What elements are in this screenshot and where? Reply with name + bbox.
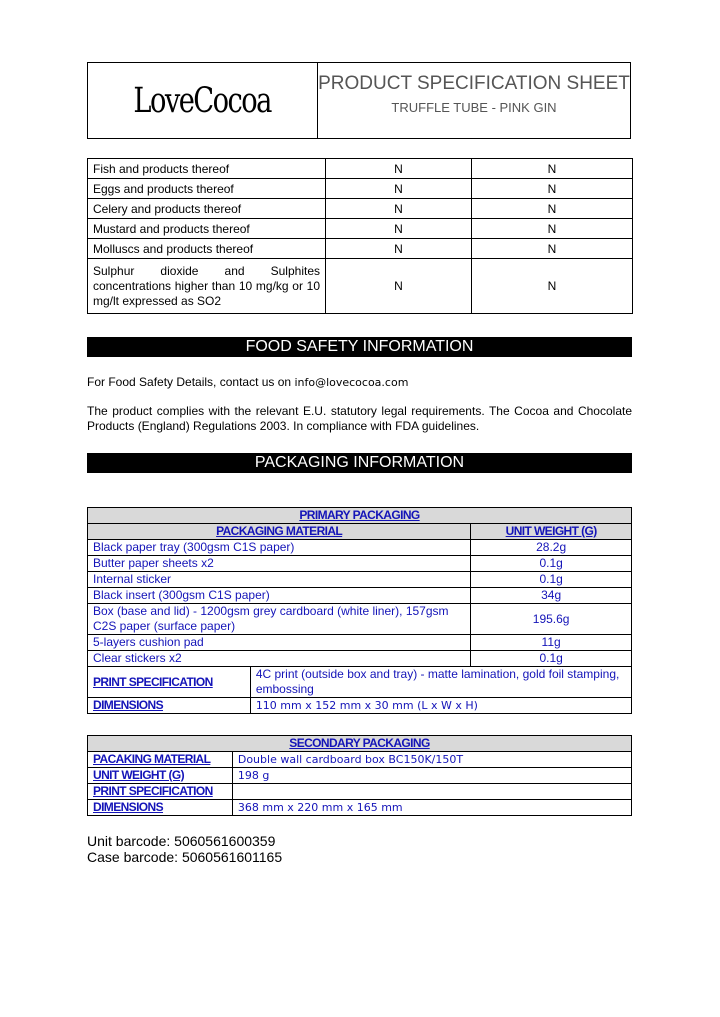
packaging-material: Black paper tray (300gsm C1S paper) [88,540,471,556]
allergen-may-contain: N [472,179,633,199]
packaging-item-row [88,540,632,556]
packaging-material: Butter paper sheets x2 [88,556,471,572]
unit-weight-header: UNIT WEIGHT (G) [471,524,632,540]
contact-text: For Food Safety Details, contact us on [87,375,295,389]
allergen-present: N [326,259,472,314]
secondary-title-row [88,736,632,752]
allergen-name: Celery and products thereof [88,199,326,219]
secondary-value: 198 g [232,768,631,784]
packaging-item-row [88,635,632,651]
primary-title-row [88,508,632,524]
title-cell [318,63,630,138]
allergen-row [88,259,633,314]
allergen-may-contain: N [472,259,633,314]
allergen-name: Mustard and products thereof [88,219,326,239]
primary-packaging-table [87,507,632,714]
secondary-value: Double wall cardboard box BC150K/150T [232,752,631,768]
email-link[interactable]: info@lovecocoa.com [294,376,409,389]
allergen-table [87,158,633,314]
print-spec-value: 4C print (outside box and tray) - matte lamination, gold foil stamping, embossing [250,667,631,698]
unit-barcode: Unit barcode: 5060561600359 [87,833,276,849]
food-safety-heading: FOOD SAFETY INFORMATION [87,337,632,357]
print-spec-row [88,667,632,698]
packaging-weight: 11g [471,635,632,651]
secondary-packaging-title: SECONDARY PACKAGING [88,736,632,752]
lovecocoa-logo: LoveCocoa [133,80,272,121]
packaging-weight: 34g [471,588,632,604]
secondary-row [88,768,632,784]
packaging-material: Black insert (300gsm C1S paper) [88,588,471,604]
food-safety-contact [87,375,632,390]
allergen-row [88,239,633,259]
primary-packaging-title: PRIMARY PACKAGING [88,508,632,524]
dimensions-label: DIMENSIONS [88,698,251,714]
allergen-row [88,179,633,199]
document-header [87,62,631,139]
packaging-weight: 28.2g [471,540,632,556]
packaging-item-row [88,604,632,635]
packaging-weight: 0.1g [471,651,632,667]
allergen-row [88,199,633,219]
packaging-heading: PACKAGING INFORMATION [87,453,632,473]
packaging-weight: 0.1g [471,556,632,572]
packaging-material: Box (base and lid) - 1200gsm grey cardboard (white liner), 157gsm C2S paper (surface paper) [88,604,471,635]
secondary-packaging-table [87,735,632,816]
packaging-item-row [88,572,632,588]
allergen-present: N [326,239,472,259]
allergen-present: N [326,219,472,239]
secondary-label: PACAKING MATERIAL [88,752,233,768]
allergen-name: Fish and products thereof [88,159,326,179]
allergen-present: N [326,179,472,199]
secondary-row [88,752,632,768]
allergen-name: Molluscs and products thereof [88,239,326,259]
dimensions-value: 110 mm x 152 mm x 30 mm (L x W x H) [250,698,631,714]
packaging-material: Internal sticker [88,572,471,588]
secondary-value: 368 mm x 220 mm x 165 mm [232,800,631,816]
allergen-row [88,159,633,179]
secondary-value [232,784,631,800]
secondary-row [88,800,632,816]
product-name: TRUFFLE TUBE - PINK GIN [391,100,557,115]
case-barcode: Case barcode: 5060561601165 [87,849,283,865]
primary-header-row [88,524,632,540]
allergen-may-contain: N [472,159,633,179]
packaging-material-header: PACKAGING MATERIAL [88,524,471,540]
secondary-label: PRINT SPECIFICATION [88,784,233,800]
packaging-item-row [88,651,632,667]
allergen-present: N [326,159,472,179]
page-title: PRODUCT SPECIFICATION SHEET [318,73,630,94]
secondary-label: DIMENSIONS [88,800,233,816]
allergen-row [88,219,633,239]
allergen-present: N [326,199,472,219]
packaging-item-row [88,588,632,604]
allergen-name: Eggs and products thereof [88,179,326,199]
packaging-material: Clear stickers x2 [88,651,471,667]
print-spec-label: PRINT SPECIFICATION [88,667,251,698]
allergen-may-contain: N [472,199,633,219]
allergen-name: Sulphur dioxide and Sulphites concentrations higher than 10 mg/kg or 10 mg/lt expressed as SO2 [88,259,326,314]
secondary-row [88,784,632,800]
packaging-weight: 0.1g [471,572,632,588]
logo-cell [88,63,318,138]
allergen-may-contain: N [472,239,633,259]
compliance-text: The product complies with the relevant E.U. statutory legal requirements. The Cocoa and Chocolate Products (England) Regulations 2003. In compliance with FDA guidelines. [87,404,632,433]
dimensions-row [88,698,632,714]
packaging-material: 5-layers cushion pad [88,635,471,651]
secondary-label: UNIT WEIGHT (G) [88,768,233,784]
packaging-item-row [88,556,632,572]
packaging-weight: 195.6g [471,604,632,635]
allergen-may-contain: N [472,219,633,239]
